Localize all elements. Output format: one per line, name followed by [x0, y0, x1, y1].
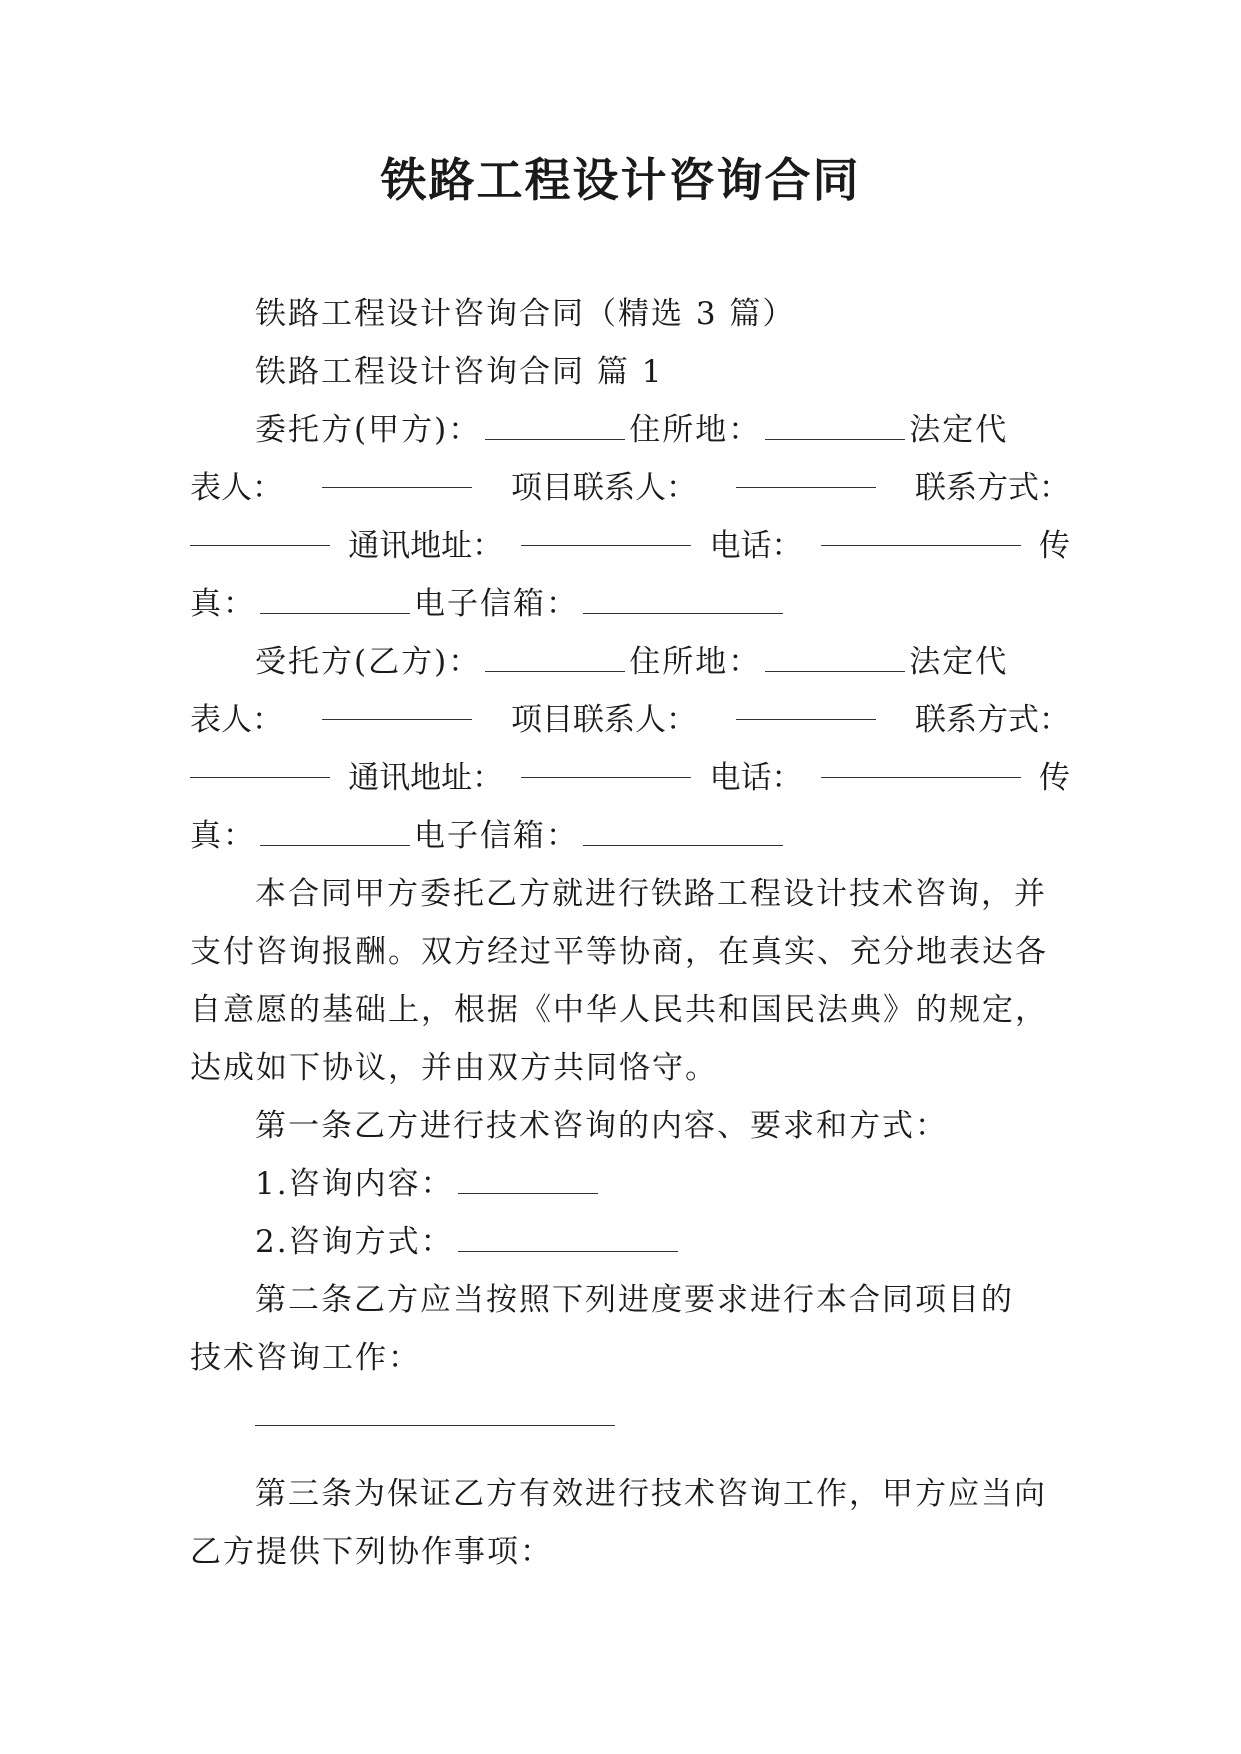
- blank-field: [821, 749, 1021, 778]
- document-title: 铁路工程设计咨询合同: [380, 153, 861, 207]
- blank-field: [736, 459, 876, 488]
- preamble-line: 支付咨询报酬。双方经过平等协商，在真实、充分地表达各: [190, 934, 1048, 970]
- blank-field: [765, 411, 905, 440]
- mail-address-label: 通讯地址：: [348, 760, 504, 796]
- project-contact-label: 项目联系人：: [511, 470, 697, 506]
- email-label: 电子信箱：: [414, 818, 579, 854]
- fax-label: 传: [1038, 528, 1070, 564]
- phone-label: 电话：: [709, 760, 803, 796]
- article-2-line: 技术咨询工作：: [190, 1340, 421, 1376]
- blank-field: [765, 643, 905, 672]
- phone-label: 电话：: [709, 528, 803, 564]
- article-2-blank-line: [190, 1387, 1070, 1445]
- blank-field: [583, 585, 783, 614]
- blank-field: [190, 517, 330, 546]
- article-1-item-1: [190, 1155, 1070, 1213]
- party-b-line-2: [190, 691, 1070, 749]
- mail-address-label: 通讯地址：: [348, 528, 504, 564]
- blank-field: [485, 643, 625, 672]
- party-a-line-3: [190, 517, 1070, 575]
- consult-method-label: 2.咨询方式：: [255, 1224, 454, 1260]
- party-b-label: 受托方(乙方)：: [255, 644, 482, 680]
- blank-field: [322, 459, 472, 488]
- blank-field: [322, 691, 472, 720]
- blank-field: [736, 691, 876, 720]
- blank-field: [458, 1223, 678, 1252]
- blank-field: [260, 817, 410, 846]
- legal-rep-label: 法定代: [909, 644, 1009, 680]
- fax-label: 传: [1038, 760, 1070, 796]
- legal-rep-label-cont: 表人：: [190, 470, 283, 506]
- article-1-heading: 第一条乙方进行技术咨询的内容、要求和方式：: [255, 1108, 948, 1144]
- address-label: 住所地：: [629, 412, 762, 448]
- email-label: 电子信箱：: [414, 586, 579, 622]
- party-a-line-1: [190, 401, 1070, 459]
- article-3-line: 第三条为保证乙方有效进行技术咨询工作，甲方应当向: [255, 1476, 1047, 1512]
- legal-rep-label-cont: 表人：: [190, 702, 283, 738]
- blank-field: [485, 411, 625, 440]
- preamble-line: 达成如下协议，并由双方共同恪守。: [190, 1050, 718, 1086]
- blank-field: [821, 517, 1021, 546]
- spacer: [190, 1445, 1070, 1465]
- fax-label-cont: 真：: [190, 818, 256, 854]
- blank-field: [255, 1397, 615, 1426]
- party-b-line-1: [190, 633, 1070, 691]
- article-1-item-2: [190, 1213, 1070, 1271]
- consult-content-label: 1.咨询内容：: [255, 1166, 454, 1202]
- document-body: [190, 285, 1070, 1581]
- blank-field: [583, 817, 783, 846]
- contact-method-label: 联系方式：: [915, 702, 1070, 738]
- party-a-line-4: [190, 575, 1070, 633]
- party-b-line-4: [190, 807, 1070, 865]
- blank-field: [458, 1165, 598, 1194]
- section-heading: 铁路工程设计咨询合同 篇 1: [255, 354, 664, 390]
- blank-field: [260, 585, 410, 614]
- preamble-line: 自意愿的基础上，根据《中华人民共和国民法典》的规定，: [190, 992, 1048, 1028]
- article-2-line: 第二条乙方应当按照下列进度要求进行本合同项目的: [255, 1282, 1014, 1318]
- blank-field: [521, 517, 691, 546]
- blank-field: [190, 749, 330, 778]
- contact-method-label: 联系方式：: [915, 470, 1070, 506]
- blank-field: [521, 749, 691, 778]
- project-contact-label: 项目联系人：: [511, 702, 697, 738]
- legal-rep-label: 法定代: [909, 412, 1009, 448]
- article-3-line: 乙方提供下列协作事项：: [190, 1534, 553, 1570]
- preamble-line: 本合同甲方委托乙方就进行铁路工程设计技术咨询，并: [255, 876, 1047, 912]
- party-b-line-3: [190, 749, 1070, 807]
- subtitle-line: 铁路工程设计咨询合同（精选 3 篇）: [255, 296, 796, 332]
- address-label: 住所地：: [629, 644, 762, 680]
- party-a-line-2: [190, 459, 1070, 517]
- fax-label-cont: 真：: [190, 586, 256, 622]
- party-a-label: 委托方(甲方)：: [255, 412, 482, 448]
